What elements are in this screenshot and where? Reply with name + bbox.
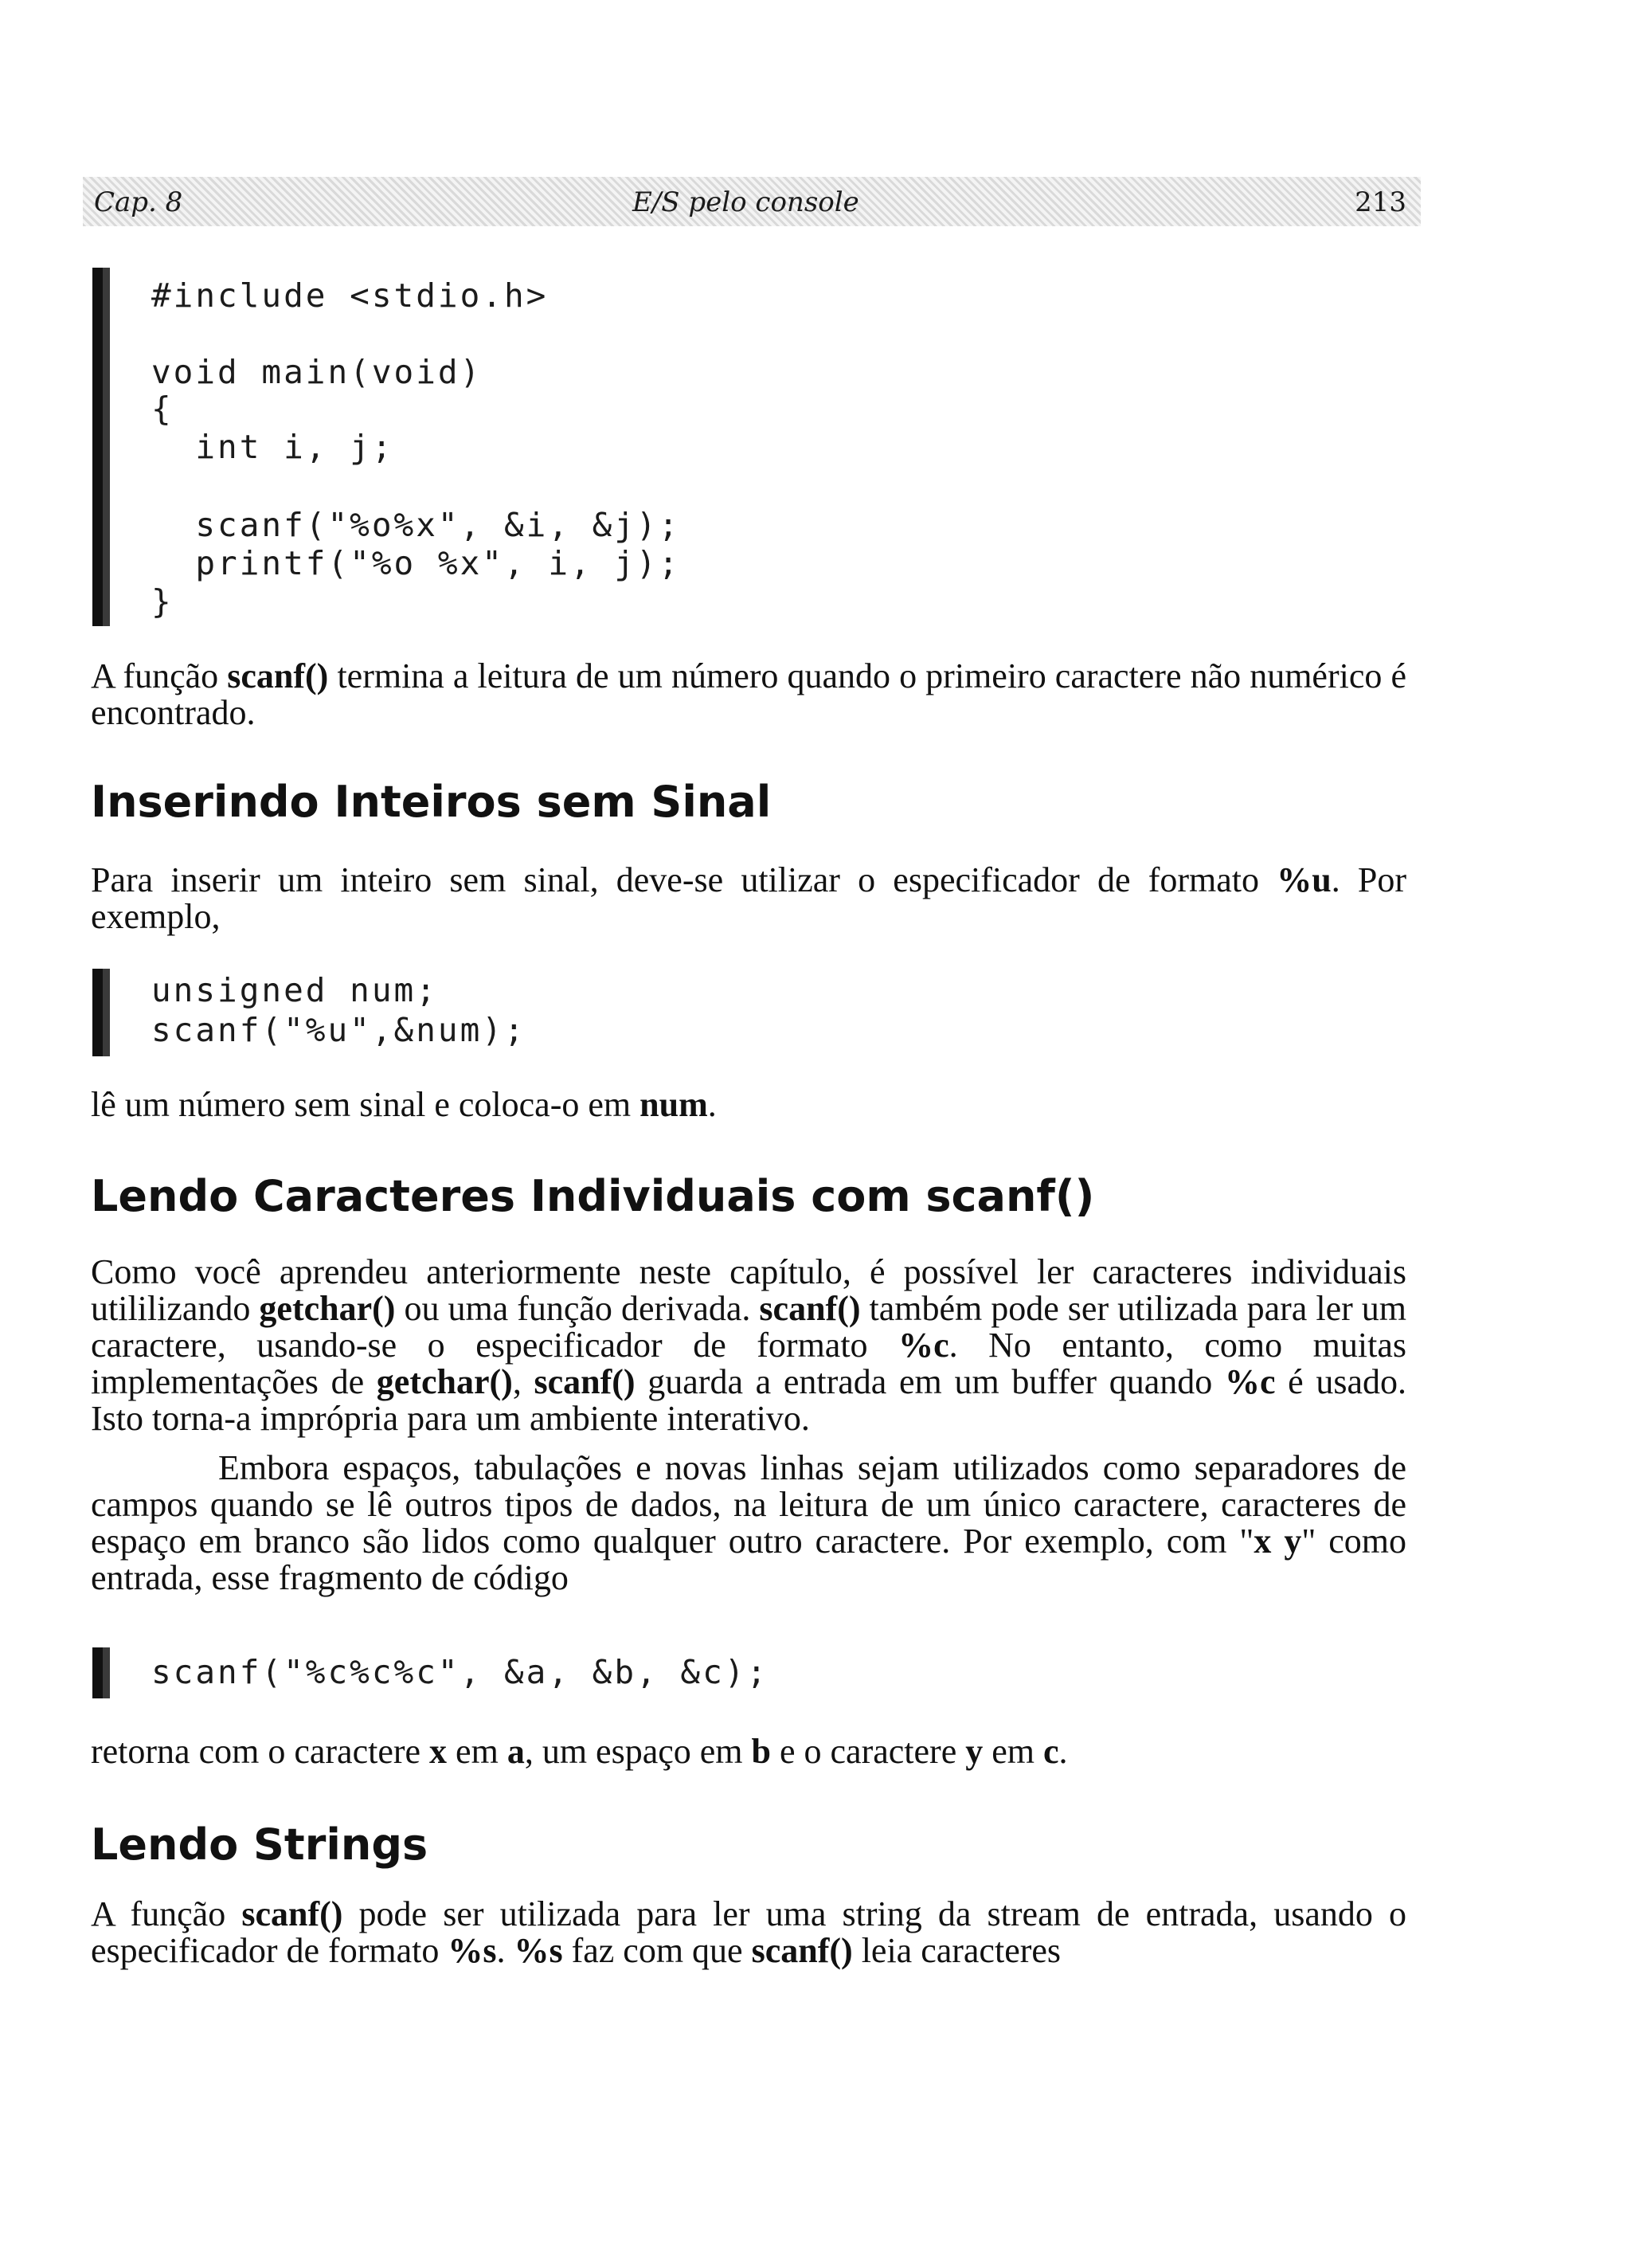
text-run-bold: getchar(): [259, 1289, 396, 1328]
text-run-bold: getchar(): [376, 1362, 513, 1401]
text-run-bold: scanf(): [241, 1894, 343, 1933]
code-block-bar: [92, 268, 110, 626]
code-line: void main(void): [151, 353, 483, 391]
text-run: guarda a entrada em um buffer quando: [635, 1362, 1225, 1401]
text-run: .: [707, 1085, 717, 1124]
section-heading: Lendo Caracteres Individuais com scanf(): [91, 1171, 1095, 1221]
running-header: [83, 177, 1421, 226]
code-line: scanf("%o%x", &i, &j);: [151, 506, 681, 544]
text-run: pode ser utilizada para ler uma string da stream de entrada, usando o especificador de formato: [91, 1894, 1407, 1970]
text-run-bold: scanf(): [534, 1362, 636, 1401]
code-line: #include <stdio.h>: [151, 276, 549, 315]
paragraph-scanf-termination: [91, 658, 1406, 731]
text-run-bold: num: [639, 1085, 708, 1124]
code-line: printf("%o %x", i, j);: [151, 544, 681, 582]
text-run-bold: %s: [514, 1931, 563, 1970]
text-run: termina a leitura de um número quando o primeiro caractere não numérico é encontrado.: [91, 656, 1406, 732]
code-line: scanf("%u",&num);: [151, 1011, 526, 1049]
code-line: unsigned num;: [151, 971, 438, 1009]
code-block-bar: [92, 1647, 110, 1698]
text-run-bold: x y: [1254, 1522, 1302, 1561]
text-run-bold: scanf(): [227, 656, 329, 695]
text-run: . No entanto, como muitas implementações de: [91, 1326, 1406, 1401]
text-run-bold: y: [965, 1732, 984, 1771]
text-run: leia caracteres: [852, 1931, 1062, 1970]
text-run-bold: %s: [448, 1931, 497, 1970]
text-run-bold: %u: [1277, 860, 1332, 899]
section-heading: Inserindo Inteiros sem Sinal: [91, 777, 772, 827]
text-run-bold: c: [1043, 1732, 1059, 1771]
text-run: Como você aprendeu anteriormente neste capítulo, é possível ler caracteres individuais utililizando: [91, 1252, 1406, 1328]
text-run-bold: b: [751, 1732, 771, 1771]
text-run-bold: %c: [1224, 1362, 1276, 1401]
text-run: , um espaço em: [524, 1732, 752, 1771]
text-run: A função: [91, 1894, 242, 1933]
text-run-bold: scanf(): [759, 1289, 861, 1328]
text-run: .: [496, 1931, 514, 1970]
text-run: em: [447, 1732, 507, 1771]
text-run-bold: scanf(): [751, 1931, 853, 1970]
paragraph-unsigned-result: [91, 1087, 1406, 1123]
text-run-bold: a: [507, 1732, 525, 1771]
text-run-bold: x: [429, 1732, 448, 1771]
text-run: Para inserir um inteiro sem sinal, deve-se utilizar o especificador de formato: [91, 860, 1277, 899]
text-run: é usado. Isto torna-a imprópria para um ambiente interativo.: [91, 1362, 1407, 1438]
code-line: {: [151, 390, 174, 428]
paragraph-whitespace-chars: [91, 1450, 1406, 1596]
text-run-bold: %c: [898, 1326, 949, 1365]
code-line: scanf("%c%c%c", &a, &b, &c);: [151, 1653, 769, 1691]
text-run: . Por exemplo,: [91, 860, 1406, 936]
text-run: lê um número sem sinal e coloca-o em: [91, 1085, 640, 1124]
code-line: int i, j;: [151, 428, 394, 466]
page-number: 213: [1355, 186, 1406, 218]
text-run: ou uma função derivada.: [395, 1289, 760, 1328]
section-title: E/S pelo console: [632, 186, 859, 218]
text-run: Embora espaços, tabulações e novas linhas sejam utilizados como separadores de campos quando se lê outros tipos de dados, na leitura de um único caractere, caracteres de espaço em branco são lidos como qualquer outro caractere. Por exemplo, com ": [91, 1448, 1406, 1561]
text-run: em: [983, 1732, 1043, 1771]
chapter-label: Cap. 8: [94, 186, 183, 218]
paragraph-reading-strings: [91, 1896, 1406, 1969]
text-run: A função: [91, 656, 228, 695]
paragraph-single-chars: [91, 1254, 1406, 1437]
text-run: e o caractere: [771, 1732, 966, 1771]
code-block-bar: [92, 969, 110, 1056]
text-run: .: [1058, 1732, 1068, 1771]
paragraph-unsigned-intro: [91, 862, 1406, 935]
text-run: " como entrada, esse fragmento de código: [91, 1522, 1406, 1597]
paragraph-scanf-result: [91, 1733, 1406, 1770]
text-run: também pode ser utilizada para ler um caractere, usando-se o especificador de formato: [91, 1289, 1406, 1365]
text-run: faz com que: [562, 1931, 752, 1970]
text-run: ,: [512, 1362, 534, 1401]
text-run: retorna com o caractere: [91, 1732, 430, 1771]
code-line: }: [151, 582, 174, 621]
section-heading: Lendo Strings: [91, 1819, 428, 1870]
